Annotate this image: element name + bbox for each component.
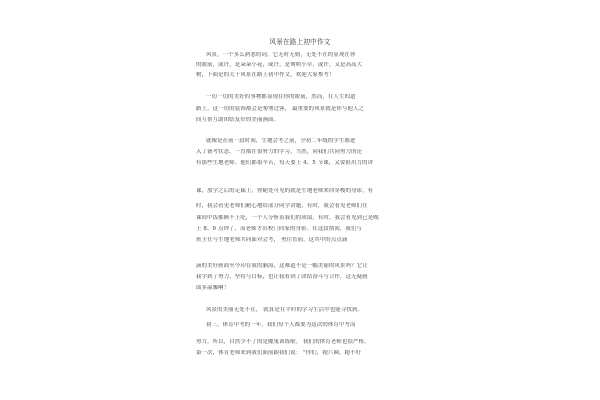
paragraph-line: 我学到了努力，坚持与目标，也让我看到了团结奋斗与合作，这无疑画 [196,274,368,280]
paragraph-line: 滴的美好画面至今印在我的脑海，这难道不是一幅美丽的风景吗？它让 [196,263,368,269]
paragraph-line: 上 8、9 点钟了，而老师才出校门回家的身影。在这段期间，我们与 [196,226,363,232]
paragraph-line: 有那些生地老师。他们都很辛苦，每天要上 4、5 节课，又要很用力的讲 [196,160,374,166]
paragraph-line: 风景，一个多么熟悉的词，它无时无刻，无处不在的显现在你 [206,52,356,58]
paragraph-line: 的眼前，或许，是朵朵小花，或许，是埘埘小草，或许，又是高高大 [196,62,363,68]
paragraph-line: 就像是在前一段时间，生地会考之前，全初二年级的学生都进 [206,138,356,144]
paragraph-line: 课间中饭都顾不上吃，一个人分析着我们的成绩，有时，我会看见到已是晚 [196,215,379,221]
paragraph-line: 时，我会看见老师们耐心地给部分同学讲题，有时，我会看见老师们在 [196,203,368,209]
paragraph-line: 班主任与生地老师共同面对会考， 勇往直前，这其中的点点滴 [196,237,348,243]
paragraph-line: 课，放学之后的走廊上，你随处可见的就是生地老师来回穿梭的身影，有 [196,188,374,194]
paragraph-line: 入了备考状态，一直都在很努力的学习，当然，同我们共同努力的还 [196,149,363,155]
paragraph-line: 初三，体育中考的一年。我们每个人都要为这次的体育中考而 [206,322,356,328]
paragraph-line: 面多温馨啊！ [196,285,230,291]
paragraph-line: 一切一切的美好的事物都显现在你的眼前，然而，在人生的道 [206,94,356,100]
paragraph-line: 路上，这一切的装饰都会是匆匆过客， 最重要的风景就是你与他人之 [196,106,365,112]
paragraph-line: 风景的美丽无处不在， 就算是在平时的学习生活中也能寻找到。 [206,307,364,313]
paragraph-line: 努力，所以，自然少不了的是魔鬼训练啦。 我们的体育老师也很严格， [196,339,370,345]
paragraph-line: 树，下面是的关于风景在路上初中作文，欢迎大家参考！ [196,72,335,78]
paragraph-line: 第一次，体育老师来到我们面前跟我们说： "你们，跑六圈，跑不好 [196,350,362,356]
paragraph-line: 间互帮互助团结友好的美丽画面。 [196,117,280,123]
document-title: 风景在路上初中作文 [269,38,331,46]
